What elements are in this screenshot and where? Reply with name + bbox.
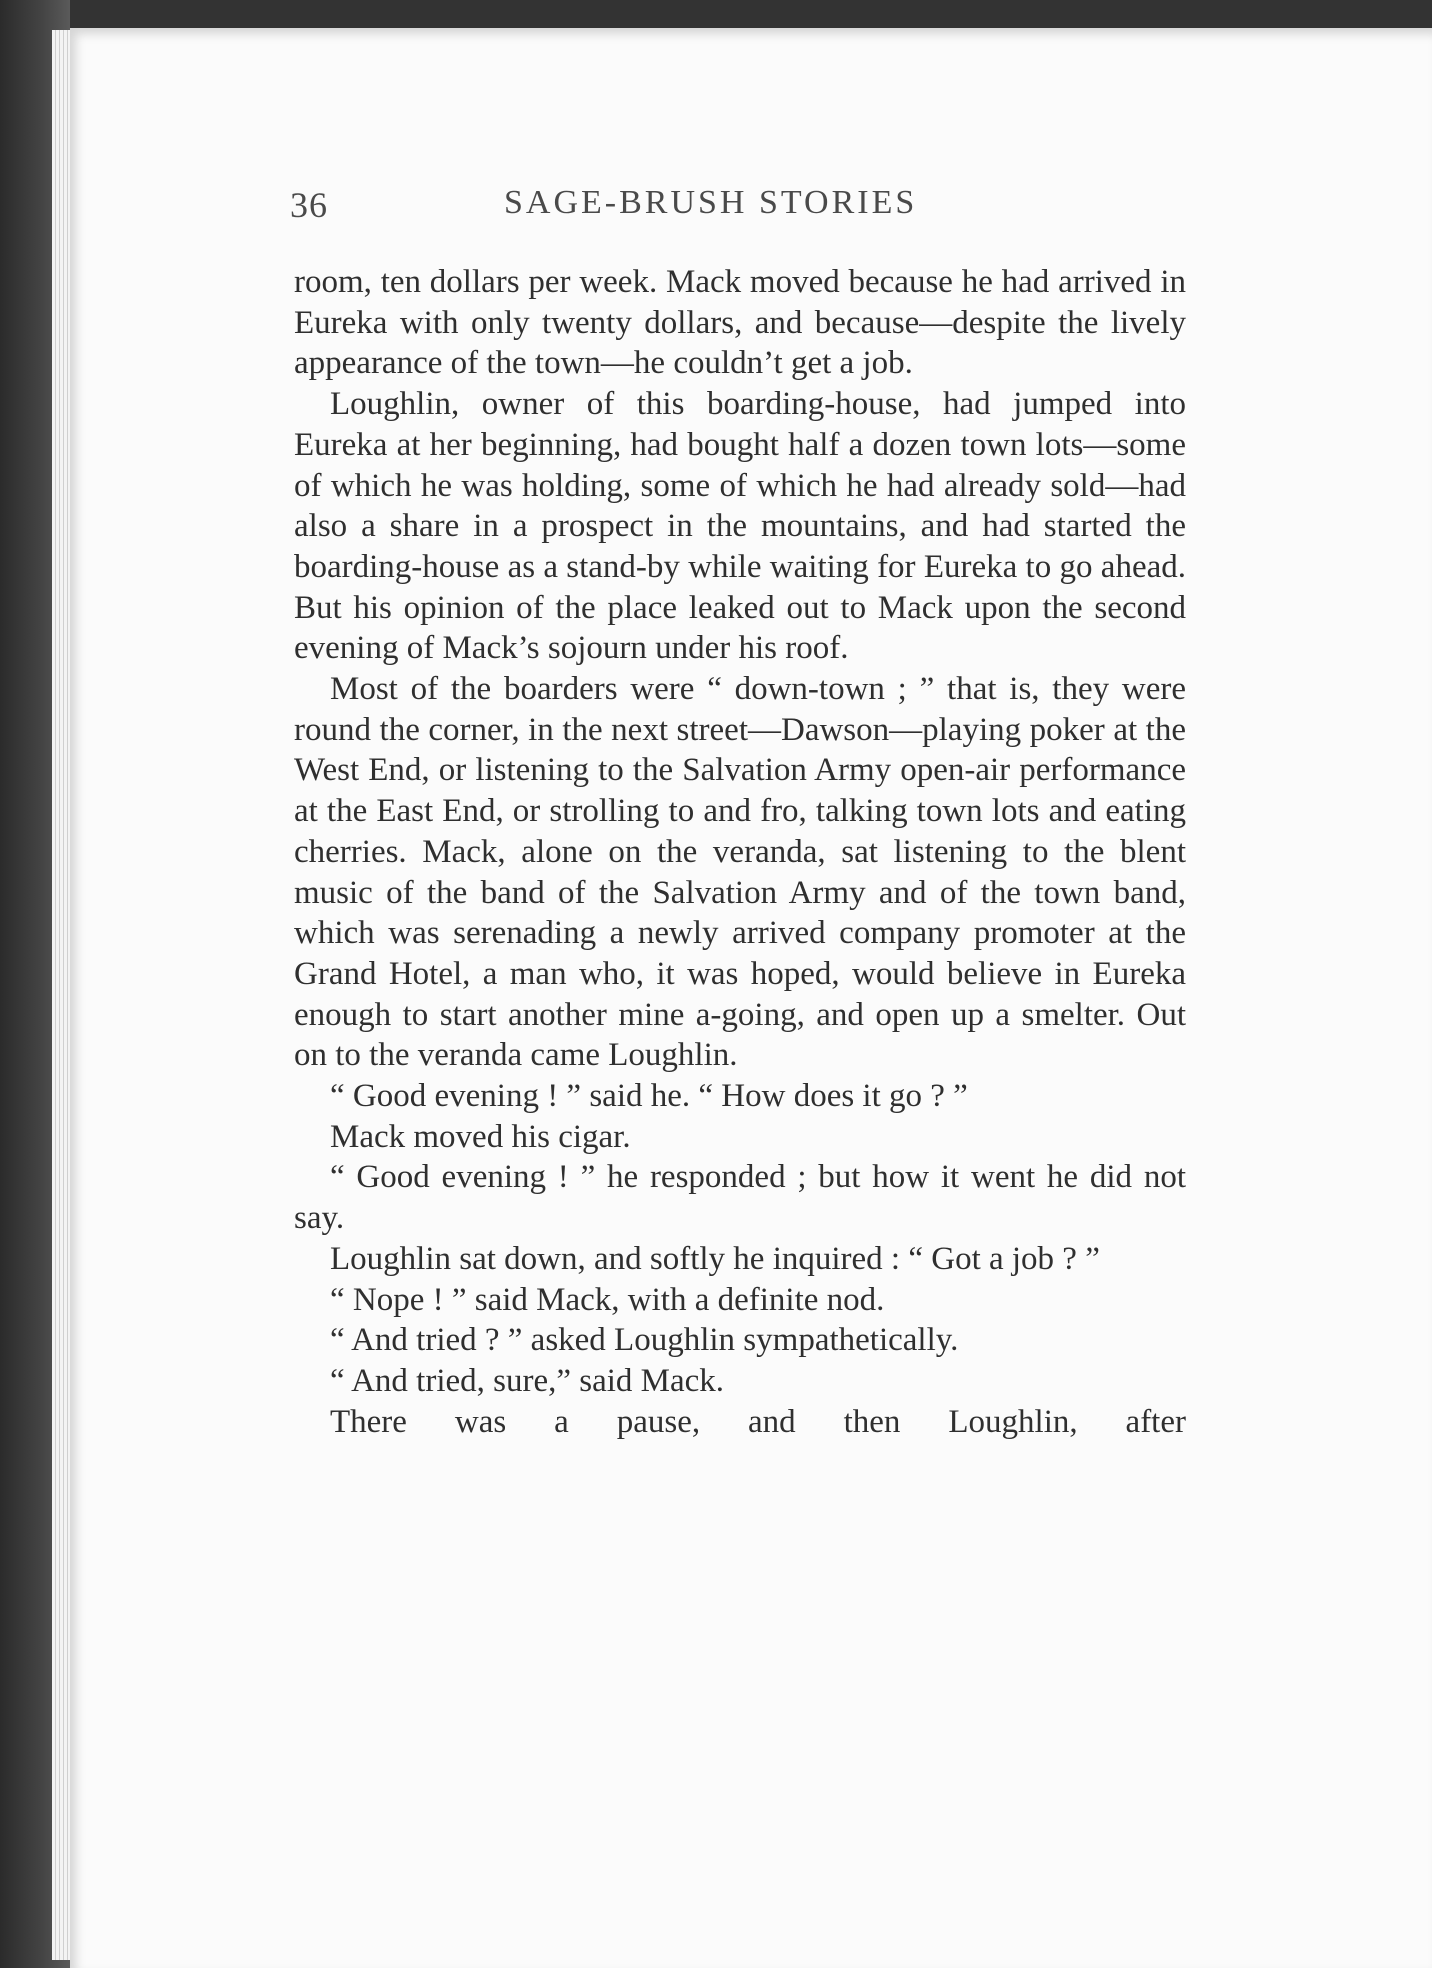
paragraph: Mack moved his cigar. [330, 1118, 631, 1155]
paragraph: “ Good evening ! ” he responded ; but how it went he did not say. [294, 1159, 1186, 1237]
paragraph: Loughlin, owner of this boarding-house, had jumped into Eureka at her beginning, had bought half a dozen town lots—some of which he was holding, some of which he had already sold—had also a share in a prospect in the mountains, and had started the boarding-house as a stand-by while waiting for Eureka to go ahead. But his opinion of the place leaked out to Mack upon the second evening of Mack’s sojourn under his roof. [294, 386, 1186, 667]
paragraph: There was a pause, and then Loughlin, after [330, 1403, 1186, 1440]
body-text [294, 262, 1186, 1442]
running-head: SAGE-BRUSH STORIES [504, 184, 918, 221]
paragraph: “ And tried ? ” asked Loughlin sympathetically. [330, 1322, 959, 1359]
paragraph: Loughlin sat down, and softly he inquired : “ Got a job ? ” [330, 1240, 1100, 1277]
page-number: 36 [290, 185, 328, 225]
paragraph: “ And tried, sure,” said Mack. [330, 1362, 725, 1399]
paragraph: “ Good evening ! ” said he. “ How does it go ? ” [330, 1078, 968, 1115]
paragraph: room, ten dollars per week. Mack moved because he had arrived in Eureka with only twenty dollars, and because—despite the lively appearance of the town—he couldn’t get a job. [294, 264, 1186, 382]
page-header [290, 184, 1190, 234]
paragraph: Most of the boarders were “ down-town ; ” that is, they were round the corner, in the next street—Dawson—playing poker at the West End, or listening to the Salvation Army open-air performance at the East End, or strolling to and fro, talking town lots and eating cherries. Mack, alone on the veranda, sat listening to the blent music of the band of the Salvation Army and of the town band, which was serenading a newly arrived company promoter at the Grand Hotel, a man who, it was hoped, would believe in Eureka enough to start another mine a-going, and open up a smelter. Out on to the veranda came Loughlin. [294, 671, 1186, 1074]
paragraph: “ Nope ! ” said Mack, with a definite nod. [330, 1281, 885, 1318]
